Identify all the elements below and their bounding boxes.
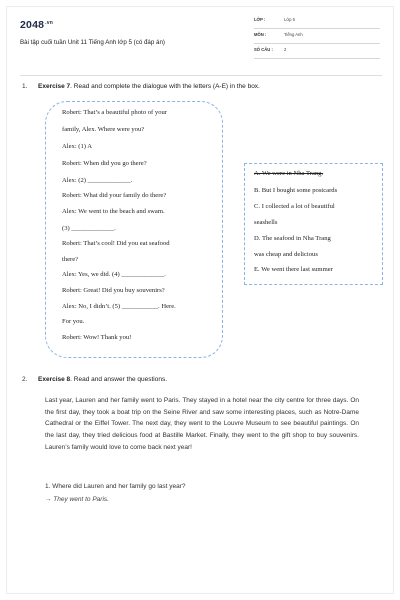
dialogue-line: (3) _____________.: [62, 225, 116, 232]
meta-label: SỐ CÂU :: [254, 47, 273, 52]
reading-passage: Last year, Lauren and her family went to Paris. They stayed in a hotel near the city centre for three days. On the first day, they took a boat trip on the Seine River and saw some interesting places, such as Notre-Dame Cathedral or the Eiffel Tower. The next day, they went to the Louvre Museum to see beautiful paintings. On the last day, they tried delicious food at Bastille Market. Finally, they went to the gift shop to buy souvenirs. Lauren’s family would love to come back next year!: [45, 397, 359, 451]
dialogue-line: For you.: [62, 318, 85, 325]
logo-suffix: .vn: [45, 19, 53, 26]
comprehension-question: 1. Where did Lauren and her family go last year?: [45, 483, 186, 490]
dialogue-line: Robert: Great! Did you buy souvenirs?: [62, 287, 165, 294]
meta-label: LỚP :: [254, 17, 266, 22]
dialogue-line: Robert: Wow! Thank you!: [62, 334, 132, 341]
dialogue-line: Alex: Yes, we did. (4) _____________.: [62, 271, 166, 278]
dialogue-line: there?: [62, 256, 79, 263]
option-line: C. I collected a lot of beautiful: [254, 203, 335, 210]
meta-value: Tiếng Anh: [284, 32, 303, 37]
option-line: D. The seafood in Nha Trang: [254, 235, 331, 242]
option-line: was cheap and delicious: [254, 251, 318, 258]
dialogue-line: family, Alex. Where were you?: [62, 126, 145, 133]
option-line: seashells: [254, 219, 278, 226]
dialogue-line: Alex: No, I didn’t. (5) ___________. Here.: [62, 303, 176, 310]
option-line: E. We went there last summer: [254, 266, 333, 273]
meta-row-subject: [254, 30, 380, 44]
dialogue-line: Alex: (2) _____________.: [62, 177, 133, 184]
dialogue-line: Alex: (1) A: [62, 143, 93, 150]
exercise-instruction: . Read and complete the dialogue with the letters (A-E) in the box.: [70, 83, 260, 90]
site-logo[interactable]: [20, 19, 53, 31]
meta-row-class: [254, 15, 380, 29]
question-title: [38, 83, 260, 90]
question-number: 2.: [22, 376, 28, 383]
exercise-label: Exercise 7: [38, 83, 71, 90]
dialogue-line: Robert: That’s cool! Did you eat seafood: [62, 240, 170, 247]
dialogue-line: Robert: What did your family do there?: [62, 192, 167, 199]
header-divider: [20, 75, 382, 76]
question-number: 1.: [22, 83, 28, 90]
worksheet-page: [6, 6, 394, 594]
worksheet-header: [7, 7, 393, 71]
document-title: Bài tập cuối tuần Unit 11 Tiếng Anh lớp 5 (có đáp án): [20, 39, 165, 46]
logo-main: 2048: [20, 19, 45, 31]
option-a-used: A. We were in Nha Trang.: [254, 170, 324, 177]
exercise-instruction: . Read and answer the questions.: [70, 376, 168, 383]
meta-value: 2: [284, 47, 287, 52]
option-line: B. But I bought some postcards: [254, 187, 338, 194]
meta-value: Lớp 5: [284, 17, 295, 22]
dialogue-line: Robert: That’s a beautiful photo of your: [62, 109, 167, 116]
meta-row-question-count: [254, 45, 380, 59]
meta-info-table: [254, 15, 380, 60]
dialogue-line: Robert: When did you go there?: [62, 160, 147, 167]
dialogue-line: Alex: We went to the beach and swam.: [62, 208, 165, 215]
meta-label: MÔN :: [254, 32, 267, 37]
exercise-label: Exercise 8: [38, 376, 71, 383]
question-title: [38, 376, 167, 383]
question-answer: → They went to Paris.: [45, 496, 109, 503]
